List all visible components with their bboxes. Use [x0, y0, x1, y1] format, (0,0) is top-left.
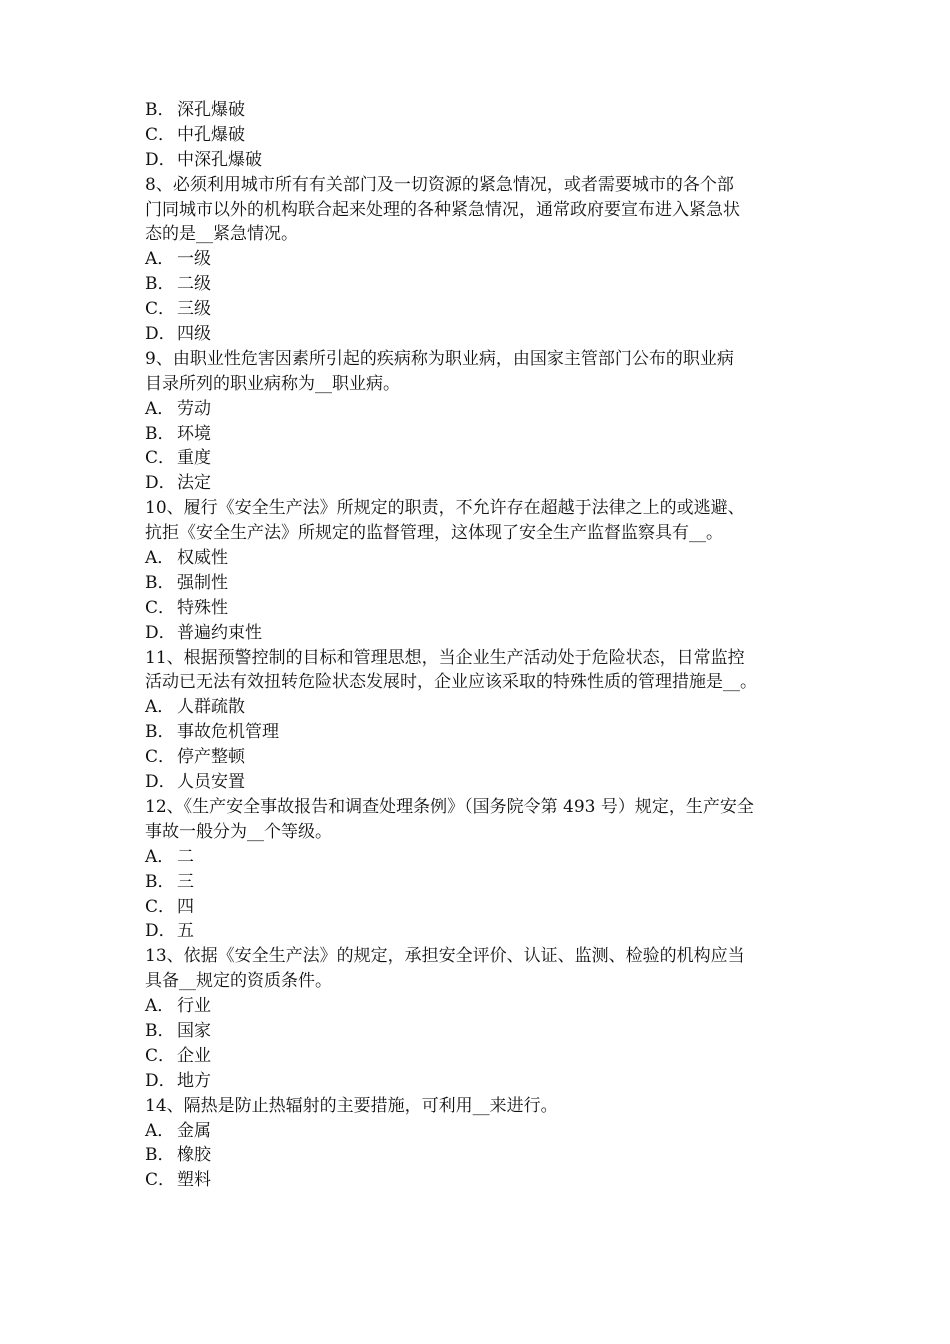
option-text: 五 [177, 921, 194, 942]
answer-option [145, 770, 815, 795]
option-text: 塑料 [177, 1170, 211, 1191]
option-text: 三级 [177, 299, 211, 320]
question-text: 活动已无法有效扭转危险状态发展时，企业应该采取的特殊性质的管理措施是__。 [145, 672, 757, 693]
option-letter: C． [145, 124, 176, 145]
answer-option [145, 546, 815, 571]
question-text-line [145, 795, 815, 820]
question-text-line [145, 670, 815, 695]
question-text-line [145, 347, 815, 372]
answer-option [145, 870, 815, 895]
option-letter: C． [145, 1170, 176, 1191]
option-text: 橡胶 [177, 1145, 211, 1166]
option-text: 停产整顿 [177, 747, 245, 768]
answer-option [145, 1044, 815, 1069]
option-letter: D． [145, 622, 176, 643]
question-text-line [145, 198, 815, 223]
question-text: 11、根据预警控制的目标和管理思想，当企业生产活动处于危险状态，日常监控 [145, 647, 745, 668]
option-text: 环境 [177, 423, 211, 444]
answer-option [145, 1168, 815, 1193]
option-text: 中深孔爆破 [177, 149, 262, 170]
option-letter: D． [145, 772, 176, 793]
question-text-line [145, 222, 815, 247]
option-text: 三 [177, 871, 194, 892]
answer-option [145, 895, 815, 920]
answer-option [145, 123, 815, 148]
option-letter: B． [145, 100, 175, 120]
option-letter: C． [145, 896, 176, 917]
answer-option [145, 919, 815, 944]
answer-option [145, 272, 815, 297]
question-text-line [145, 521, 815, 546]
option-text: 行业 [177, 996, 211, 1017]
option-letter: B． [145, 423, 175, 444]
option-letter: B． [145, 871, 175, 892]
answer-option [145, 994, 815, 1019]
option-text: 中孔爆破 [177, 124, 245, 145]
option-letter: A． [145, 996, 175, 1017]
question-text-line [145, 496, 815, 521]
question-text-line [145, 820, 815, 845]
question-text: 12、《生产安全事故报告和调查处理条例》（国务院令第 493 号）规定，生产安全 [145, 796, 754, 817]
option-text: 特殊性 [177, 597, 228, 618]
answer-option [145, 1143, 815, 1168]
answer-option [145, 247, 815, 272]
option-letter: B． [145, 572, 175, 593]
question-text: 14、隔热是防止热辐射的主要措施，可利用__来进行。 [145, 1095, 558, 1116]
answer-option [145, 845, 815, 870]
option-text: 劳动 [177, 398, 211, 419]
option-text: 人员安置 [177, 772, 245, 793]
option-text: 事故危机管理 [177, 722, 279, 743]
option-letter: D． [145, 1070, 176, 1091]
option-letter: D． [145, 473, 176, 494]
option-text: 法定 [177, 473, 211, 494]
option-letter: C． [145, 299, 176, 320]
question-text-line [145, 969, 815, 994]
option-text: 二级 [177, 274, 211, 295]
question-text: 13、依据《安全生产法》的规定，承担安全评价、认证、监测、检验的机构应当 [145, 946, 745, 967]
answer-option [145, 571, 815, 596]
answer-option [145, 596, 815, 621]
option-letter: A． [145, 697, 175, 718]
option-letter: A． [145, 846, 175, 867]
option-letter: A． [145, 548, 175, 569]
answer-option [145, 422, 815, 447]
question-text-line [145, 173, 815, 198]
question-text: 门同城市以外的机构联合起来处理的各种紧急情况，通常政府要宣布进入紧急状 [145, 199, 740, 220]
option-text: 企业 [177, 1045, 211, 1066]
option-letter: C． [145, 448, 176, 469]
question-text: 8、必须利用城市所有有关部门及一切资源的紧急情况，或者需要城市的各个部 [145, 174, 734, 195]
answer-option [145, 1019, 815, 1044]
question-text: 目录所列的职业病称为__职业病。 [145, 373, 400, 394]
option-letter: C． [145, 597, 176, 618]
answer-option [145, 148, 815, 173]
option-letter: D． [145, 921, 176, 942]
question-text: 态的是__紧急情况。 [145, 224, 298, 245]
option-letter: B． [145, 1145, 175, 1166]
answer-option [145, 98, 815, 123]
answer-option [145, 695, 815, 720]
question-text: 抗拒《安全生产法》所规定的监督管理，这体现了安全生产监督监察具有__。 [145, 523, 723, 544]
answer-option [145, 397, 815, 422]
answer-option [145, 446, 815, 471]
option-letter: D． [145, 324, 176, 345]
document-body [145, 98, 815, 1193]
option-letter: A． [145, 398, 175, 419]
option-text: 重度 [177, 448, 211, 469]
option-letter: C． [145, 1045, 176, 1066]
option-text: 权威性 [177, 548, 228, 569]
answer-option [145, 1069, 815, 1094]
question-text: 10、履行《安全生产法》所规定的职责，不允许存在超越于法律之上的或逃避、 [145, 498, 745, 519]
answer-option [145, 621, 815, 646]
question-text-line [145, 646, 815, 671]
answer-option [145, 322, 815, 347]
option-letter: B． [145, 722, 175, 743]
option-text: 强制性 [177, 572, 228, 593]
option-text: 二 [177, 846, 194, 867]
option-text: 地方 [177, 1070, 211, 1091]
answer-option [145, 1119, 815, 1144]
answer-option [145, 720, 815, 745]
question-text: 事故一般分为__个等级。 [145, 821, 332, 842]
option-letter: A． [145, 1120, 175, 1141]
option-text: 四级 [177, 324, 211, 345]
option-text: 深孔爆破 [177, 100, 245, 120]
question-text-line [145, 944, 815, 969]
answer-option [145, 745, 815, 770]
option-letter: B． [145, 1020, 175, 1041]
question-text: 9、由职业性危害因素所引起的疾病称为职业病，由国家主管部门公布的职业病 [145, 348, 734, 369]
option-text: 金属 [177, 1120, 211, 1141]
option-letter: C． [145, 747, 176, 768]
question-text: 具备__规定的资质条件。 [145, 971, 332, 992]
question-text-line [145, 1094, 815, 1119]
option-text: 一级 [177, 249, 211, 270]
answer-option [145, 297, 815, 322]
option-letter: B． [145, 274, 175, 295]
option-text: 人群疏散 [177, 697, 245, 718]
question-text-line [145, 372, 815, 397]
option-letter: A． [145, 249, 175, 270]
option-text: 国家 [177, 1020, 211, 1041]
option-text: 普遍约束性 [177, 622, 262, 643]
answer-option [145, 471, 815, 496]
option-letter: D． [145, 149, 176, 170]
option-text: 四 [177, 896, 194, 917]
